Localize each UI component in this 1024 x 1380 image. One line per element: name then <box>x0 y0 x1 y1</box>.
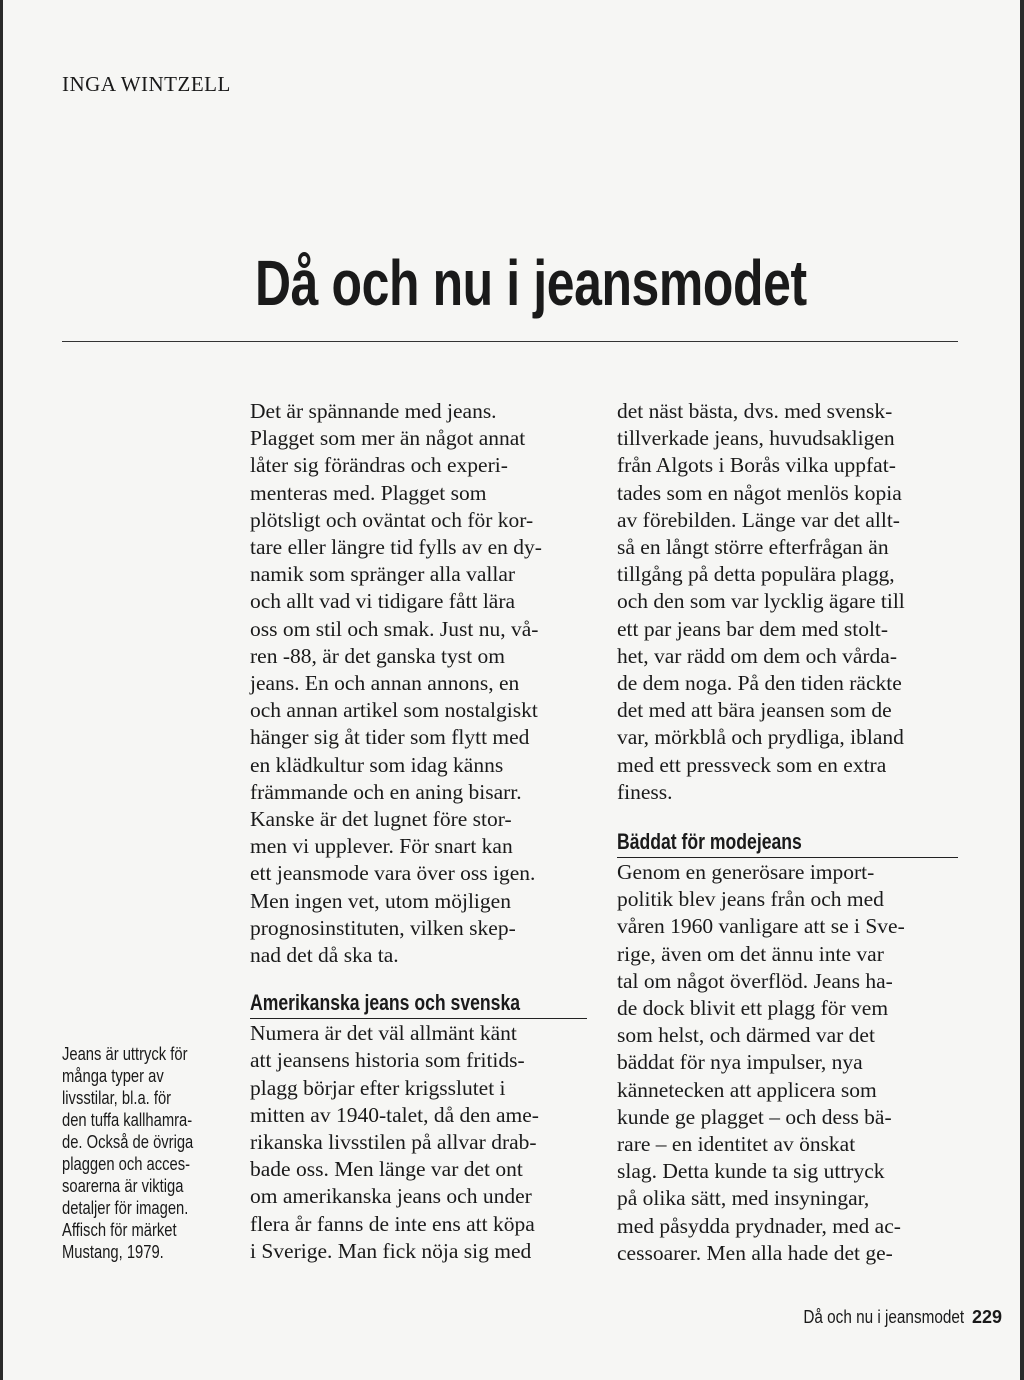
page-edge-right <box>1020 0 1024 1380</box>
text-line: kunde ge plagget – och dess bä- <box>617 1104 892 1129</box>
text-line: Det är spännande med jeans. <box>250 399 497 423</box>
article-title: Då och nu i jeansmodet <box>255 247 807 319</box>
text-line: våren 1960 vanligare att se i Sve- <box>617 914 905 939</box>
text-line: hänger sig åt tider som flytt med <box>250 725 530 750</box>
text-line: finess. <box>617 779 673 804</box>
text-line: låter sig förändras och experi- <box>250 453 508 478</box>
text-line: namik som spränger alla vallar <box>250 562 516 587</box>
text-line: var, mörkblå och prydliga, ibland <box>617 725 904 750</box>
body-paragraph <box>250 1020 595 1265</box>
text-line: med ett pressveck som en extra <box>617 752 887 777</box>
heading-underline <box>617 857 958 858</box>
text-line: jeans. En och annan annons, en <box>250 671 520 696</box>
section-heading <box>250 989 595 1016</box>
text-line: om amerikanska jeans och under <box>250 1184 532 1209</box>
author-name: INGA WINTZELL <box>62 72 231 96</box>
text-line: och annan artikel som nostalgiskt <box>250 698 538 723</box>
text-line: tillgång på detta populära plagg, <box>617 562 895 587</box>
body-paragraph <box>617 859 962 1267</box>
caption-line: många typer av <box>62 1066 164 1086</box>
text-line: Genom en generösare import- <box>617 860 875 885</box>
caption-line: Mustang, 1979. <box>62 1242 164 1262</box>
text-line: plagg börjar efter krigsslutet i <box>250 1075 506 1100</box>
text-line: rare – en identitet av önskat <box>617 1132 856 1157</box>
text-line: flera år fanns de inte ens att köpa <box>250 1211 535 1236</box>
text-line: ren -88, är det ganska tyst om <box>250 643 505 668</box>
text-line: så en långt större efterfrågan än <box>617 535 889 560</box>
text-line: att jeansens historia som fritids- <box>250 1048 525 1073</box>
title-rule <box>62 341 958 342</box>
caption-line: livsstilar, bl.a. för <box>62 1088 172 1108</box>
text-line: bade oss. Men länge var det ont <box>250 1157 523 1182</box>
text-line: tare eller längre tid fylls av en dy- <box>250 535 542 560</box>
text-line: det näst bästa, dvs. med svensk- <box>617 399 893 423</box>
text-line: plötsligt och oväntat och för kor- <box>250 507 534 532</box>
text-line: från Algots i Borås vilka uppfat- <box>617 453 896 478</box>
text-column-2 <box>617 398 962 1267</box>
text-line: het, var rädd om dem och vårda- <box>617 643 897 668</box>
caption-line: Affisch för märket <box>62 1220 177 1240</box>
text-line: politik blev jeans från och med <box>617 887 884 912</box>
text-line: med påsydda prydnader, med ac- <box>617 1213 901 1238</box>
text-line: Men ingen vet, utom möjligen <box>250 888 511 913</box>
text-line: ett par jeans bar dem med stolt- <box>617 616 889 641</box>
text-line: slag. Detta kunde ta sig uttryck <box>617 1159 885 1184</box>
text-line: och allt vad vi tidigare fått lära <box>250 589 516 614</box>
text-line: som helst, och därmed var det <box>617 1023 875 1048</box>
text-line: oss om stil och smak. Just nu, vå- <box>250 616 539 641</box>
text-line: i Sverige. Man fick nöja sig med <box>250 1238 532 1263</box>
text-line: nad det då ska ta. <box>250 943 399 968</box>
caption-line: den tuffa kallhamra- <box>62 1110 193 1130</box>
text-line: en klädkultur som idag känns <box>250 752 504 777</box>
text-line: prognosinstituten, vilken skep- <box>250 915 516 940</box>
intro-paragraph <box>250 398 595 969</box>
caption-line: detaljer för imagen. <box>62 1198 189 1218</box>
text-line: tades som en något menlös kopia <box>617 480 902 505</box>
text-line: och den som var lycklig ägare till <box>617 589 905 614</box>
text-line: det med att bära jeansen som de <box>617 698 892 723</box>
caption-line: de. Också de övriga <box>62 1132 194 1152</box>
text-line: cessoarer. Men alla hade det ge- <box>617 1240 893 1265</box>
caption-line: plaggen och acces- <box>62 1154 191 1174</box>
caption-line: soarerna är viktiga <box>62 1176 184 1196</box>
page-number: 229 <box>971 1307 1002 1327</box>
section-heading <box>617 828 962 855</box>
text-line: tillverkade jeans, huvudsakligen <box>617 426 895 451</box>
text-line: Plagget som mer än något annat <box>250 426 526 451</box>
text-line: rige, även om det ännu inte var <box>617 941 884 966</box>
text-line: främmande och en aning bisarr. <box>250 779 522 804</box>
text-line: kännetecken att applicera som <box>617 1077 877 1102</box>
text-line: Numera är det väl allmänt känt <box>250 1021 517 1046</box>
section-heading-text: Amerikanska jeans och svenska <box>250 990 521 1016</box>
text-line: bäddat för nya impulser, nya <box>617 1050 863 1075</box>
text-line: de dock blivit ett plagg för vem <box>617 996 889 1021</box>
section-heading-text: Bäddat för modejeans <box>617 829 802 855</box>
text-line: mitten av 1940-talet, då den ame- <box>250 1102 539 1127</box>
page-footer <box>775 1307 1002 1328</box>
page-edge-left <box>0 0 3 1380</box>
text-line: tal om något överflöd. Jeans ha- <box>617 968 893 993</box>
text-line: Kanske är det lugnet före stor- <box>250 807 512 832</box>
text-line: de dem noga. På den tiden räckte <box>617 671 902 696</box>
intro-paragraph <box>617 398 962 806</box>
text-line: av förebilden. Länge var det allt- <box>617 507 900 532</box>
running-title: Då och nu i jeansmodet <box>803 1307 964 1327</box>
text-line: menteras med. Plagget som <box>250 480 487 505</box>
image-caption <box>62 1043 242 1263</box>
heading-underline <box>250 1018 587 1019</box>
text-line: men vi upplever. För snart kan <box>250 834 513 859</box>
text-line: rikanska livsstilen på allvar drab- <box>250 1130 537 1155</box>
text-line: på olika sätt, med insyningar, <box>617 1186 870 1211</box>
text-line: ett jeansmode vara över oss igen. <box>250 861 536 886</box>
caption-line: Jeans är uttryck för <box>62 1044 188 1064</box>
text-column-1 <box>250 398 595 1265</box>
